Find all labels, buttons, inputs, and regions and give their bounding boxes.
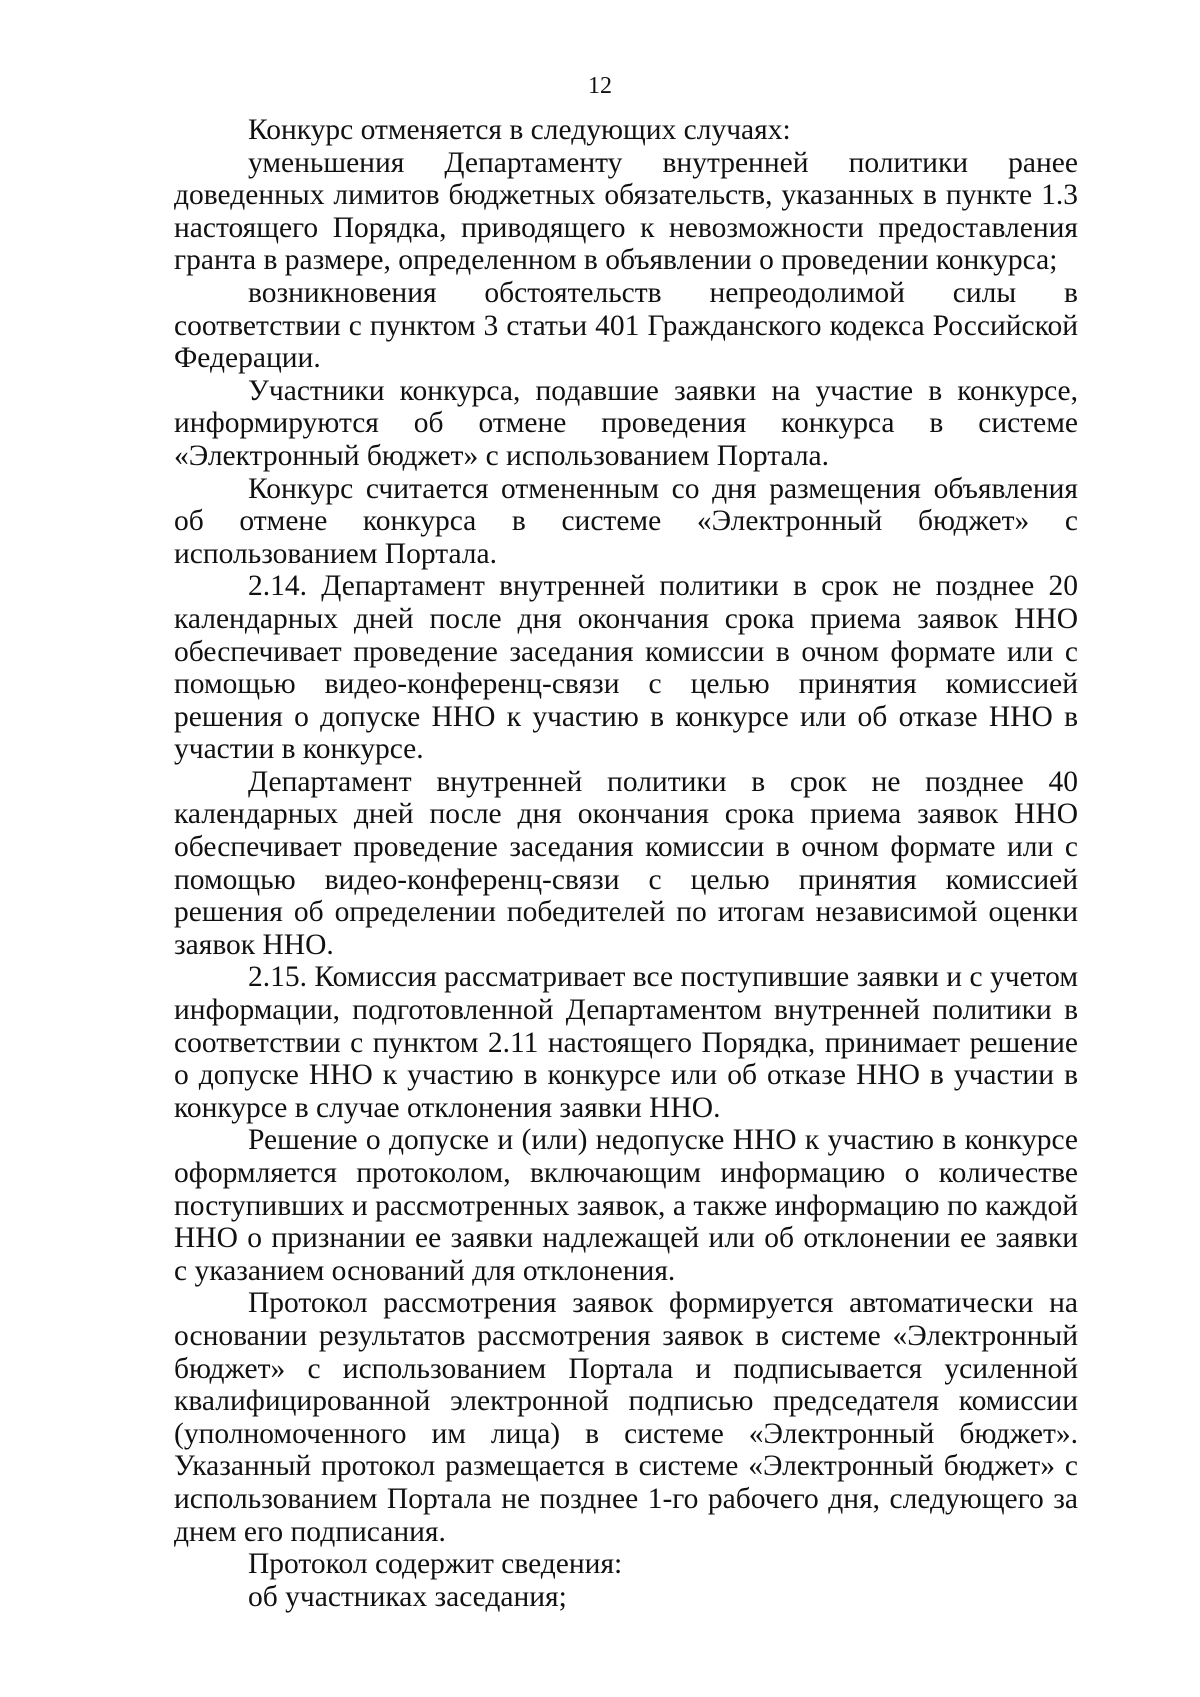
paragraph-11: Протокол содержит сведения: [248,1548,623,1581]
paragraph-10: Протокол рассмотрения заявок формируется автоматически на основании результатов рассмотрения заявок в системе «Электронный бюджет» с использованием Портала и подписывается усиленной квалифицированной электронной подписью председателя комиссии (уполномоченного им лица) в системе «Электронный бюджет». Указанный протокол размещается в системе «Электронный бюджет» с использованием Портала не позднее 1-го рабочего дня, следующего за днем его подписания. [174,1287,1078,1548]
paragraph-7: Департамент внутренней политики в срок не позднее 40 календарных дней после дня окончания срока приема заявок ННО обеспечивает проведение заседания комиссии в очном формате или с помощью видео-конференц-связи с целью принятия комиссией решения об определении победителей по итогам независимой оценки заявок ННО. [174,765,1078,961]
paragraph-1: Конкурс отменяется в следующих случаях: [248,114,791,146]
paragraph-2: уменьшения Департаменту внутренней политики ранее доведенных лимитов бюджетных обязательств, указанных в пункте 1.3 настоящего Порядка, приводящего к невозможности предоставления гранта в размере, определенном в объявлении о проведении конкурса; [174,146,1078,277]
paragraph-6: 2.14. Департамент внутренней политики в срок не позднее 20 календарных дней после дня окончания срока приема заявок ННО обеспечивает проведение заседания комиссии в очном формате или с помощью видео-конференц-связи с целью принятия комиссией решения о допуске ННО к участию в конкурсе или об отказе ННО в участии в конкурсе. [174,570,1078,766]
paragraph-8: 2.15. Комиссия рассматривает все поступившие заявки и с учетом информации, подготовленной Департаментом внутренней политики в соответствии с пунктом 2.11 настоящего Порядка, принимает решение о допуске ННО к участию в конкурсе или об отказе ННО в участии в конкурсе в случае отклонения заявки ННО. [174,961,1078,1124]
paragraph-3: возникновения обстоятельств непреодолимой силы в соответствии с пунктом 3 статьи 401 Гражданского кодекса Российской Федерации. [174,276,1078,375]
document-body [174,114,1078,1613]
paragraph-4: Участники конкурса, подавшие заявки на участие в конкурсе, информируются об отмене проведения конкурса в системе «Электронный бюджет» с использованием Портала. [174,374,1078,472]
paragraph-12: об участниках заседания; [248,1580,567,1613]
page-number: 12 [588,73,612,99]
paragraph-9: Решение о допуске и (или) недопуске ННО к участию в конкурсе оформляется протоколом, включающим информацию о количестве поступивших и рассмотренных заявок, а также информацию по каждой ННО о признании ее заявки надлежащей или об отклонении ее заявки с указанием оснований для отклонения. [174,1124,1078,1287]
paragraph-5: Конкурс считается отмененным со дня размещения объявления об отмене конкурса в системе «Электронный бюджет» с использованием Портала. [174,472,1078,570]
